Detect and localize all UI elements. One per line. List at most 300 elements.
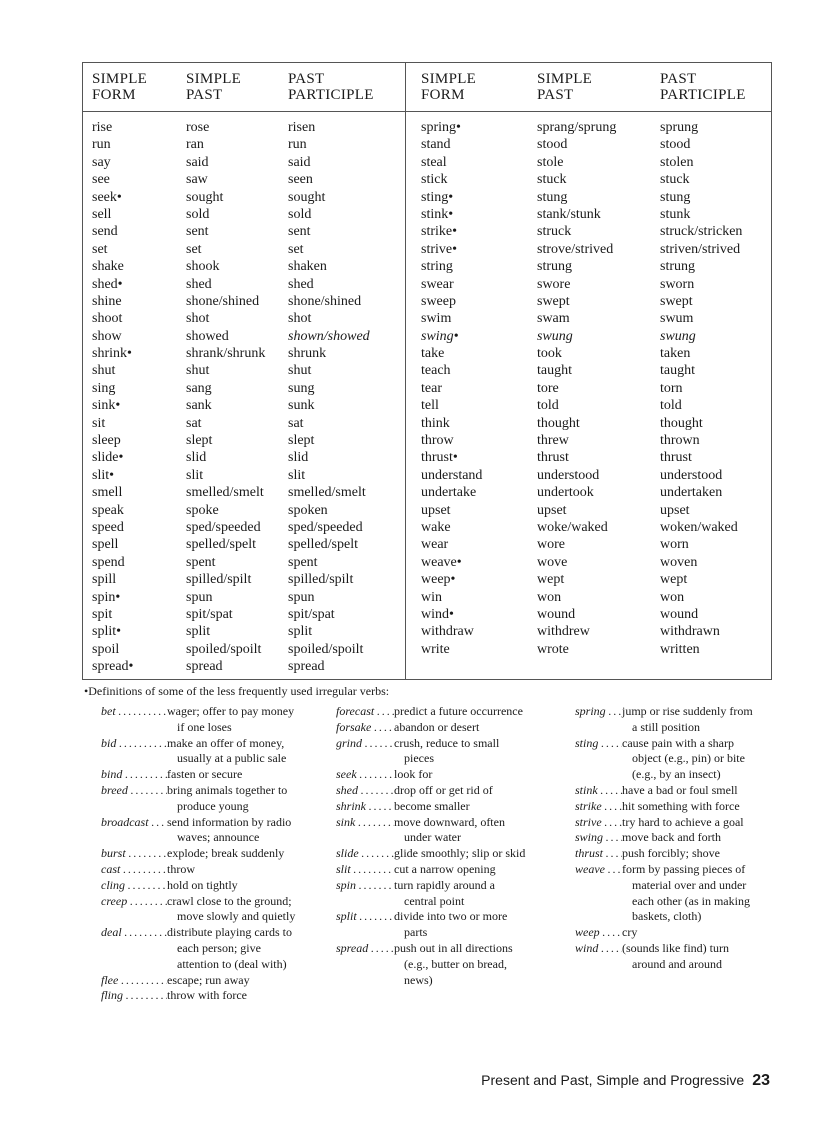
verb-cell: thrust (660, 450, 692, 466)
definition-line: waves; announce (177, 830, 260, 845)
definition-line: divide into two or more (394, 909, 508, 924)
definition-entry (101, 973, 295, 989)
definitions-title: •Definitions of some of the less frequently used irregular verbs: (84, 684, 390, 698)
verb-cell: wear (421, 537, 449, 553)
header-simple-form-right (421, 71, 476, 103)
definition-entry (101, 736, 295, 768)
definition-line: attention to (deal with) (177, 956, 287, 971)
header-line: FORM (421, 87, 465, 103)
definition-term: sink . . . (336, 815, 394, 847)
verb-cell: undertaken (660, 485, 723, 501)
definition-term: spring . . . (575, 704, 622, 736)
verb-cell: undertake (421, 485, 477, 501)
definition-line: push out in all directions (394, 940, 513, 955)
verb-cell: risen (288, 120, 316, 135)
verb-cell: swam (537, 311, 570, 327)
definition-entry (101, 894, 295, 926)
verb-cell: taught (660, 363, 695, 379)
header-line: SIMPLE (537, 71, 593, 87)
definition-line: each person; give (177, 940, 261, 955)
definition-line: wager; offer to pay money (167, 704, 295, 718)
verb-cell: said (186, 154, 209, 170)
verb-cell: take (421, 346, 445, 362)
definition-text (622, 925, 637, 941)
definition-line: material over and under (632, 877, 747, 892)
verb-cell: stole (537, 154, 564, 170)
verb-cell: wept (660, 572, 688, 588)
definition-term: weave . . . (575, 862, 622, 925)
verb-cell: slit (186, 467, 204, 483)
definition-term: slide . . . (336, 846, 394, 862)
verb-cell: slid (186, 450, 207, 466)
definition-text (167, 704, 294, 736)
verb-cell: string (421, 259, 453, 275)
header-line: PARTICIPLE (288, 87, 374, 103)
definition-entry (101, 767, 295, 783)
verb-cell: wove (537, 554, 568, 570)
definition-text (167, 973, 250, 989)
definition-term: fling . . . (101, 988, 167, 1004)
definition-text (167, 878, 238, 894)
definition-term: split . . . (336, 909, 394, 941)
verb-cell: sell (92, 206, 112, 222)
verb-cell: thought (660, 415, 703, 431)
verb-cell: sat (186, 415, 202, 431)
definition-term: bind . . . (101, 767, 167, 783)
definition-term: grind . . . (336, 736, 394, 768)
verb-cell: shake (92, 259, 124, 275)
verb-cell: win (421, 589, 442, 605)
verb-cell: threw (537, 433, 569, 449)
verb-cell: stung (660, 189, 691, 205)
verb-cell: sent (288, 224, 311, 240)
definition-entry (336, 783, 525, 799)
definition-term: flee . . . (101, 973, 167, 989)
verb-cell: spoil (92, 641, 120, 657)
header-divider (83, 111, 771, 112)
verb-cell: wore (537, 537, 565, 553)
header-line: PAST (288, 71, 325, 87)
definition-line: usually at a public sale (177, 751, 287, 766)
verb-cell: spent (288, 554, 318, 570)
verb-cell: woken/waked (660, 519, 738, 535)
verb-cell: stolen (660, 154, 694, 170)
definition-text (622, 815, 744, 831)
verb-cell: wound (660, 606, 699, 622)
verb-cell: slit• (92, 467, 115, 483)
verb-cell: withdrew (537, 624, 590, 640)
verb-cell: swear (421, 276, 454, 292)
verb-cell: strive• (421, 241, 458, 257)
definition-line: each other (as in making (632, 893, 750, 908)
verb-cell: sprung (660, 120, 699, 135)
definition-term: bid . . . (101, 736, 167, 768)
definition-term: bet . . . (101, 704, 167, 736)
verb-cell: withdraw (421, 624, 474, 640)
verb-cell: spit/spat (186, 606, 233, 622)
definition-text (394, 767, 432, 783)
definition-text (394, 736, 499, 768)
verb-cell: sprang/sprung (537, 120, 617, 135)
verb-cell: strung (537, 259, 572, 275)
definition-line: throw (167, 861, 195, 876)
verb-cell: set (288, 241, 304, 257)
header-line: SIMPLE (186, 71, 242, 87)
verb-cell: shoot (92, 311, 123, 327)
definition-term: spin . . . (336, 878, 394, 910)
verb-cell: slept (288, 433, 315, 449)
definition-line: (e.g., butter on bread, (404, 956, 507, 971)
definition-entry (101, 846, 295, 862)
verb-cell: spoke (186, 502, 219, 518)
definition-line: drop off or get rid of (394, 782, 493, 797)
definition-text (167, 736, 286, 768)
definition-line: news) (404, 972, 433, 987)
definition-line: move back and forth (622, 830, 721, 845)
definition-line: abandon or desert (394, 719, 480, 734)
verb-cell: sworn (660, 276, 695, 292)
verb-cell: tore (537, 380, 559, 396)
verb-cell: smelled/smelt (288, 485, 366, 501)
definition-text (622, 862, 750, 925)
verb-cell: thrown (660, 433, 700, 449)
definition-entry (575, 925, 753, 941)
verb-cell: send (92, 224, 118, 240)
header-line: SIMPLE (421, 71, 477, 87)
definition-entry (336, 767, 525, 783)
definition-line: central point (404, 893, 465, 908)
definition-term: shed . . . (336, 783, 394, 799)
page-number: 23 (752, 1072, 770, 1089)
definition-entry (101, 862, 295, 878)
definition-entry (575, 736, 753, 783)
header-past-participle-left (288, 71, 374, 103)
verb-cell: smell (92, 485, 123, 501)
verb-cell: swim (421, 311, 452, 327)
definition-text (167, 767, 242, 783)
verb-cell: strove/strived (537, 241, 614, 257)
definition-line: try hard to achieve a goal (622, 814, 744, 829)
verb-cell: shut (92, 363, 116, 379)
verb-cell: split (288, 624, 313, 640)
verb-cell: swing• (421, 328, 459, 344)
definition-term: stink . . . (575, 783, 622, 799)
definition-line: a still position (632, 719, 701, 734)
verb-cell: ran (186, 137, 204, 153)
verb-cell: sought (288, 189, 326, 205)
verb-cell: slit (288, 467, 306, 483)
verb-cell: set (92, 241, 108, 257)
verb-cell: spun (288, 589, 315, 605)
verb-cell: seek• (92, 189, 122, 205)
verb-cell: spoken (288, 502, 328, 518)
definition-term: spread . . . (336, 941, 394, 988)
verb-cell: think (421, 415, 450, 431)
definition-term: creep . . . (101, 894, 167, 926)
definition-text (167, 783, 287, 815)
definitions-column-2 (336, 704, 525, 988)
verb-cell: strike• (421, 224, 458, 240)
verb-cell: upset (421, 502, 451, 518)
verb-cell: wept (537, 572, 565, 588)
definition-line: predict a future occurrence (394, 704, 523, 718)
right-past-participle-column (660, 119, 742, 658)
verb-cell: steal (421, 154, 447, 170)
verb-cell: swung (660, 328, 696, 344)
verb-cell: spring• (421, 120, 461, 135)
verb-cell: wound (537, 606, 576, 622)
verb-cell: understood (660, 467, 723, 483)
verb-cell: run (92, 137, 111, 153)
verb-cell: sweep (421, 293, 456, 309)
definition-entry (101, 815, 295, 847)
definition-entry (575, 783, 753, 799)
definition-entry (336, 909, 525, 941)
verb-cell: took (537, 346, 562, 362)
verb-cell: sing (92, 380, 116, 396)
verb-cell: upset (537, 502, 567, 518)
verb-cell: thought (537, 415, 580, 431)
verb-cell: spilled/spilt (288, 572, 354, 588)
definition-line: crawl close to the ground; (167, 893, 292, 908)
definition-line: explode; break suddenly (167, 846, 285, 861)
definition-entry (101, 925, 295, 972)
definition-entry (336, 941, 525, 988)
center-divider (405, 63, 406, 679)
verb-cell: swore (537, 276, 571, 292)
definition-term: deal . . . (101, 925, 167, 972)
verb-cell: shown/showed (288, 328, 370, 344)
verb-cell: understood (537, 467, 600, 483)
verb-cell: spoiled/spoilt (186, 641, 262, 657)
header-simple-past-left (186, 71, 241, 103)
verb-cell: told (537, 398, 559, 414)
header-past-participle-right (660, 71, 746, 103)
verb-cell: swum (660, 311, 694, 327)
verb-cell: shot (288, 311, 312, 327)
definition-text (622, 783, 738, 799)
definition-term: cast . . . (101, 862, 167, 878)
verb-cell: swept (660, 293, 693, 309)
definition-line: become smaller (394, 798, 470, 813)
definition-term: burst . . . (101, 846, 167, 862)
verb-cell: sink• (92, 398, 121, 414)
definitions-column-1 (101, 704, 295, 1004)
definition-line: escape; run away (167, 972, 250, 987)
definition-line: object (e.g., pin) or bite (632, 751, 745, 766)
definition-text (394, 941, 513, 988)
definition-line: fasten or secure (167, 767, 243, 782)
header-line: FORM (92, 87, 136, 103)
verb-cell: shone/shined (288, 293, 362, 309)
verb-cell: slid (288, 450, 309, 466)
header-simple-past-right (537, 71, 592, 103)
verb-cell: stood (660, 137, 691, 153)
verb-cell: spit (92, 606, 113, 622)
definition-line: (sounds like find) turn (622, 940, 729, 955)
definition-line: parts (404, 925, 428, 940)
left-simple-past-column (186, 119, 265, 676)
verb-cell: smelled/smelt (186, 485, 264, 501)
definition-term: forsake . . . (336, 720, 394, 736)
verb-cell: spun (186, 589, 213, 605)
verb-cell: sold (288, 206, 312, 222)
definition-line: hold on tightly (167, 877, 238, 892)
verb-cell: sleep (92, 433, 121, 449)
verb-cell: shrank/shrunk (186, 346, 266, 362)
definition-line: move slowly and quietly (177, 909, 296, 924)
verb-cell: told (660, 398, 682, 414)
verb-cell: written (660, 641, 700, 657)
header-simple-form-left (92, 71, 147, 103)
definition-line: crush, reduce to small (394, 735, 500, 750)
definition-text (622, 830, 721, 846)
definition-entry (575, 830, 753, 846)
verb-cell: stank/stunk (537, 206, 601, 222)
verb-cell: rose (186, 120, 210, 135)
verb-cell: sold (186, 206, 210, 222)
verb-cell: spilled/spilt (186, 572, 252, 588)
definition-entry (336, 799, 525, 815)
header-line: PAST (537, 87, 574, 103)
definition-line: make an offer of money, (167, 735, 285, 750)
definition-entry (575, 941, 753, 973)
definition-line: pieces (404, 751, 434, 766)
verb-cell: set (186, 241, 202, 257)
definition-text (394, 815, 505, 847)
definition-line: distribute playing cards to (167, 925, 292, 940)
verb-cell: shed• (92, 276, 123, 292)
definition-text (622, 941, 729, 973)
definition-term: forecast . . . (336, 704, 394, 720)
definition-term: weep . . . (575, 925, 622, 941)
definition-text (167, 862, 195, 878)
definition-entry (336, 846, 525, 862)
verb-cell: said (288, 154, 311, 170)
definition-text (394, 909, 507, 941)
verb-cell: write (421, 641, 450, 657)
definition-line: under water (404, 830, 461, 845)
verb-cell: spelled/spelt (288, 537, 358, 553)
verb-cell: spread (288, 659, 325, 675)
verb-cell: won (660, 589, 685, 605)
definition-term: thrust . . . (575, 846, 622, 862)
definition-text (167, 988, 247, 1004)
verb-cell: woke/waked (537, 519, 608, 535)
verb-cell: shook (186, 259, 220, 275)
verb-cell: showed (186, 328, 229, 344)
verb-cell: spread• (92, 659, 134, 675)
definition-line: turn rapidly around a (394, 877, 495, 892)
right-simple-form-column (421, 119, 482, 658)
definition-text (394, 799, 470, 815)
definition-entry (575, 799, 753, 815)
verb-cell: sped/speeded (288, 519, 363, 535)
definition-entry (575, 846, 753, 862)
definition-term: cling . . . (101, 878, 167, 894)
verb-cell: shot (186, 311, 210, 327)
verb-cell: spend (92, 554, 125, 570)
definition-line: bring animals together to (167, 782, 288, 797)
verb-cell: shine (92, 293, 122, 309)
definition-line: cut a narrow opening (394, 861, 496, 876)
definition-line: produce young (177, 798, 249, 813)
left-past-participle-column (288, 119, 370, 676)
verb-cell: shut (288, 363, 312, 379)
header-line: PARTICIPLE (660, 87, 746, 103)
verb-cell: shaken (288, 259, 327, 275)
verb-cell: split (186, 624, 211, 640)
definition-line: push forcibly; shove (622, 846, 720, 861)
verb-cell: spread (186, 659, 223, 675)
verb-cell: sank (186, 398, 212, 414)
verb-cell: slept (186, 433, 213, 449)
verb-cell: wrote (537, 641, 569, 657)
definition-term: broadcast . . . (101, 815, 167, 847)
verb-cell: taken (660, 346, 691, 362)
right-simple-past-column (537, 119, 616, 658)
verb-cell: rise (92, 120, 113, 135)
verb-cell: sought (186, 189, 224, 205)
irregular-verb-table (82, 62, 772, 680)
definition-line: glide smoothly; slip or skid (394, 846, 526, 861)
verb-cell: saw (186, 172, 208, 188)
header-line: SIMPLE (92, 71, 148, 87)
definition-term: swing . . . (575, 830, 622, 846)
verb-cell: spent (186, 554, 216, 570)
definition-line: cry (622, 925, 638, 940)
verb-cell: tear (421, 380, 442, 396)
verb-cell: undertook (537, 485, 594, 501)
verb-cell: stung (537, 189, 568, 205)
definition-line: if one loses (177, 719, 232, 734)
definition-term: wind . . . (575, 941, 622, 973)
verb-cell: woven (660, 554, 698, 570)
definition-term: strike . . . (575, 799, 622, 815)
definition-text (622, 846, 720, 862)
verb-cell: spit/spat (288, 606, 335, 622)
verb-cell: shed (288, 276, 314, 292)
verb-cell: weep• (421, 572, 456, 588)
definition-text (394, 878, 495, 910)
definition-entry (575, 862, 753, 925)
definition-text (622, 704, 753, 736)
header-line: PAST (660, 71, 697, 87)
definition-entry (336, 720, 525, 736)
verb-cell: run (288, 137, 307, 153)
page-footer (481, 1072, 770, 1090)
verb-cell: spoiled/spoilt (288, 641, 364, 657)
definition-entry (101, 704, 295, 736)
verb-cell: see (92, 172, 110, 188)
verb-cell: striven/strived (660, 241, 741, 257)
verb-cell: shed (186, 276, 212, 292)
verb-cell: spell (92, 537, 119, 553)
verb-cell: swept (537, 293, 570, 309)
verb-cell: shrunk (288, 346, 327, 362)
definition-term: slit . . . (336, 862, 394, 878)
verb-cell: sit (92, 415, 106, 431)
definition-line: jump or rise suddenly from (622, 704, 753, 718)
definition-line: have a bad or foul smell (622, 782, 738, 797)
verb-cell: sung (288, 380, 315, 396)
verb-cell: shone/shined (186, 293, 260, 309)
definition-entry (336, 704, 525, 720)
definition-line: look for (394, 767, 433, 782)
definition-entry (101, 783, 295, 815)
definition-entry (336, 862, 525, 878)
verb-cell: swung (537, 328, 573, 344)
